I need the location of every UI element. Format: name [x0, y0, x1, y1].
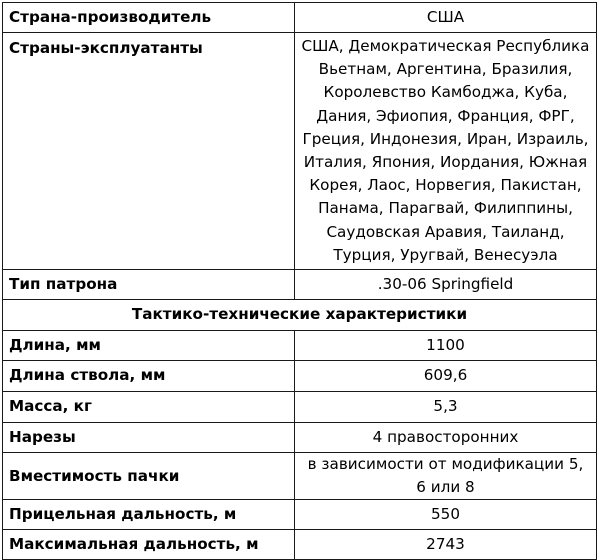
table-row-capacity [3, 453, 597, 500]
mass-value: 5,3 [295, 392, 597, 423]
producer-label: Страна-производитель [3, 3, 295, 33]
table-row-rifling [3, 423, 597, 453]
table-row-sight-range [3, 500, 597, 530]
barrel-length-value: 609,6 [295, 361, 597, 392]
barrel-length-label: Длина ствола, мм [3, 361, 295, 392]
rifling-label: Нарезы [3, 423, 295, 453]
table-row-operators [3, 33, 597, 270]
table-row-barrel-length [3, 361, 597, 392]
sight-range-value: 550 [295, 500, 597, 530]
table-row-max-range [3, 530, 597, 560]
operators-value: США, Демократическая Республика Вьетнам, Аргентина, Бразилия, Королевство Камбоджа, Куба, Дания, Эфиопия, Франция, ФРГ, Греция, Индонезия, Иран, Израиль, Италия, Япония, Иордания, Южная Корея, Лаос, Норвегия, Пакистан, Панама, Парагвай, Филиппины, Саудовская Аравия, Таиланд, Турция, Уругвай, Венесуэла [295, 33, 597, 270]
length-label: Длина, мм [3, 331, 295, 361]
table-row-section-header [3, 300, 597, 331]
cartridge-value: .30-06 Springfield [295, 270, 597, 300]
length-value: 1100 [295, 331, 597, 361]
producer-value: США [295, 3, 597, 33]
rifling-value: 4 правосторонних [295, 423, 597, 453]
max-range-label: Максимальная дальность, м [3, 530, 295, 560]
cartridge-label: Тип патрона [3, 270, 295, 300]
table-row-length [3, 331, 597, 361]
sight-range-label: Прицельная дальность, м [3, 500, 295, 530]
table-row-mass [3, 392, 597, 423]
capacity-value: в зависимости от модификации 5, 6 или 8 [295, 453, 597, 500]
section-title: Тактико-технические характеристики [3, 300, 597, 331]
table-row-cartridge [3, 270, 597, 300]
table-row-producer [3, 3, 597, 33]
specifications-table [2, 2, 597, 560]
operators-label: Страны-эксплуатанты [3, 33, 295, 270]
max-range-value: 2743 [295, 530, 597, 560]
capacity-label: Вместимость пачки [3, 453, 295, 500]
mass-label: Масса, кг [3, 392, 295, 423]
